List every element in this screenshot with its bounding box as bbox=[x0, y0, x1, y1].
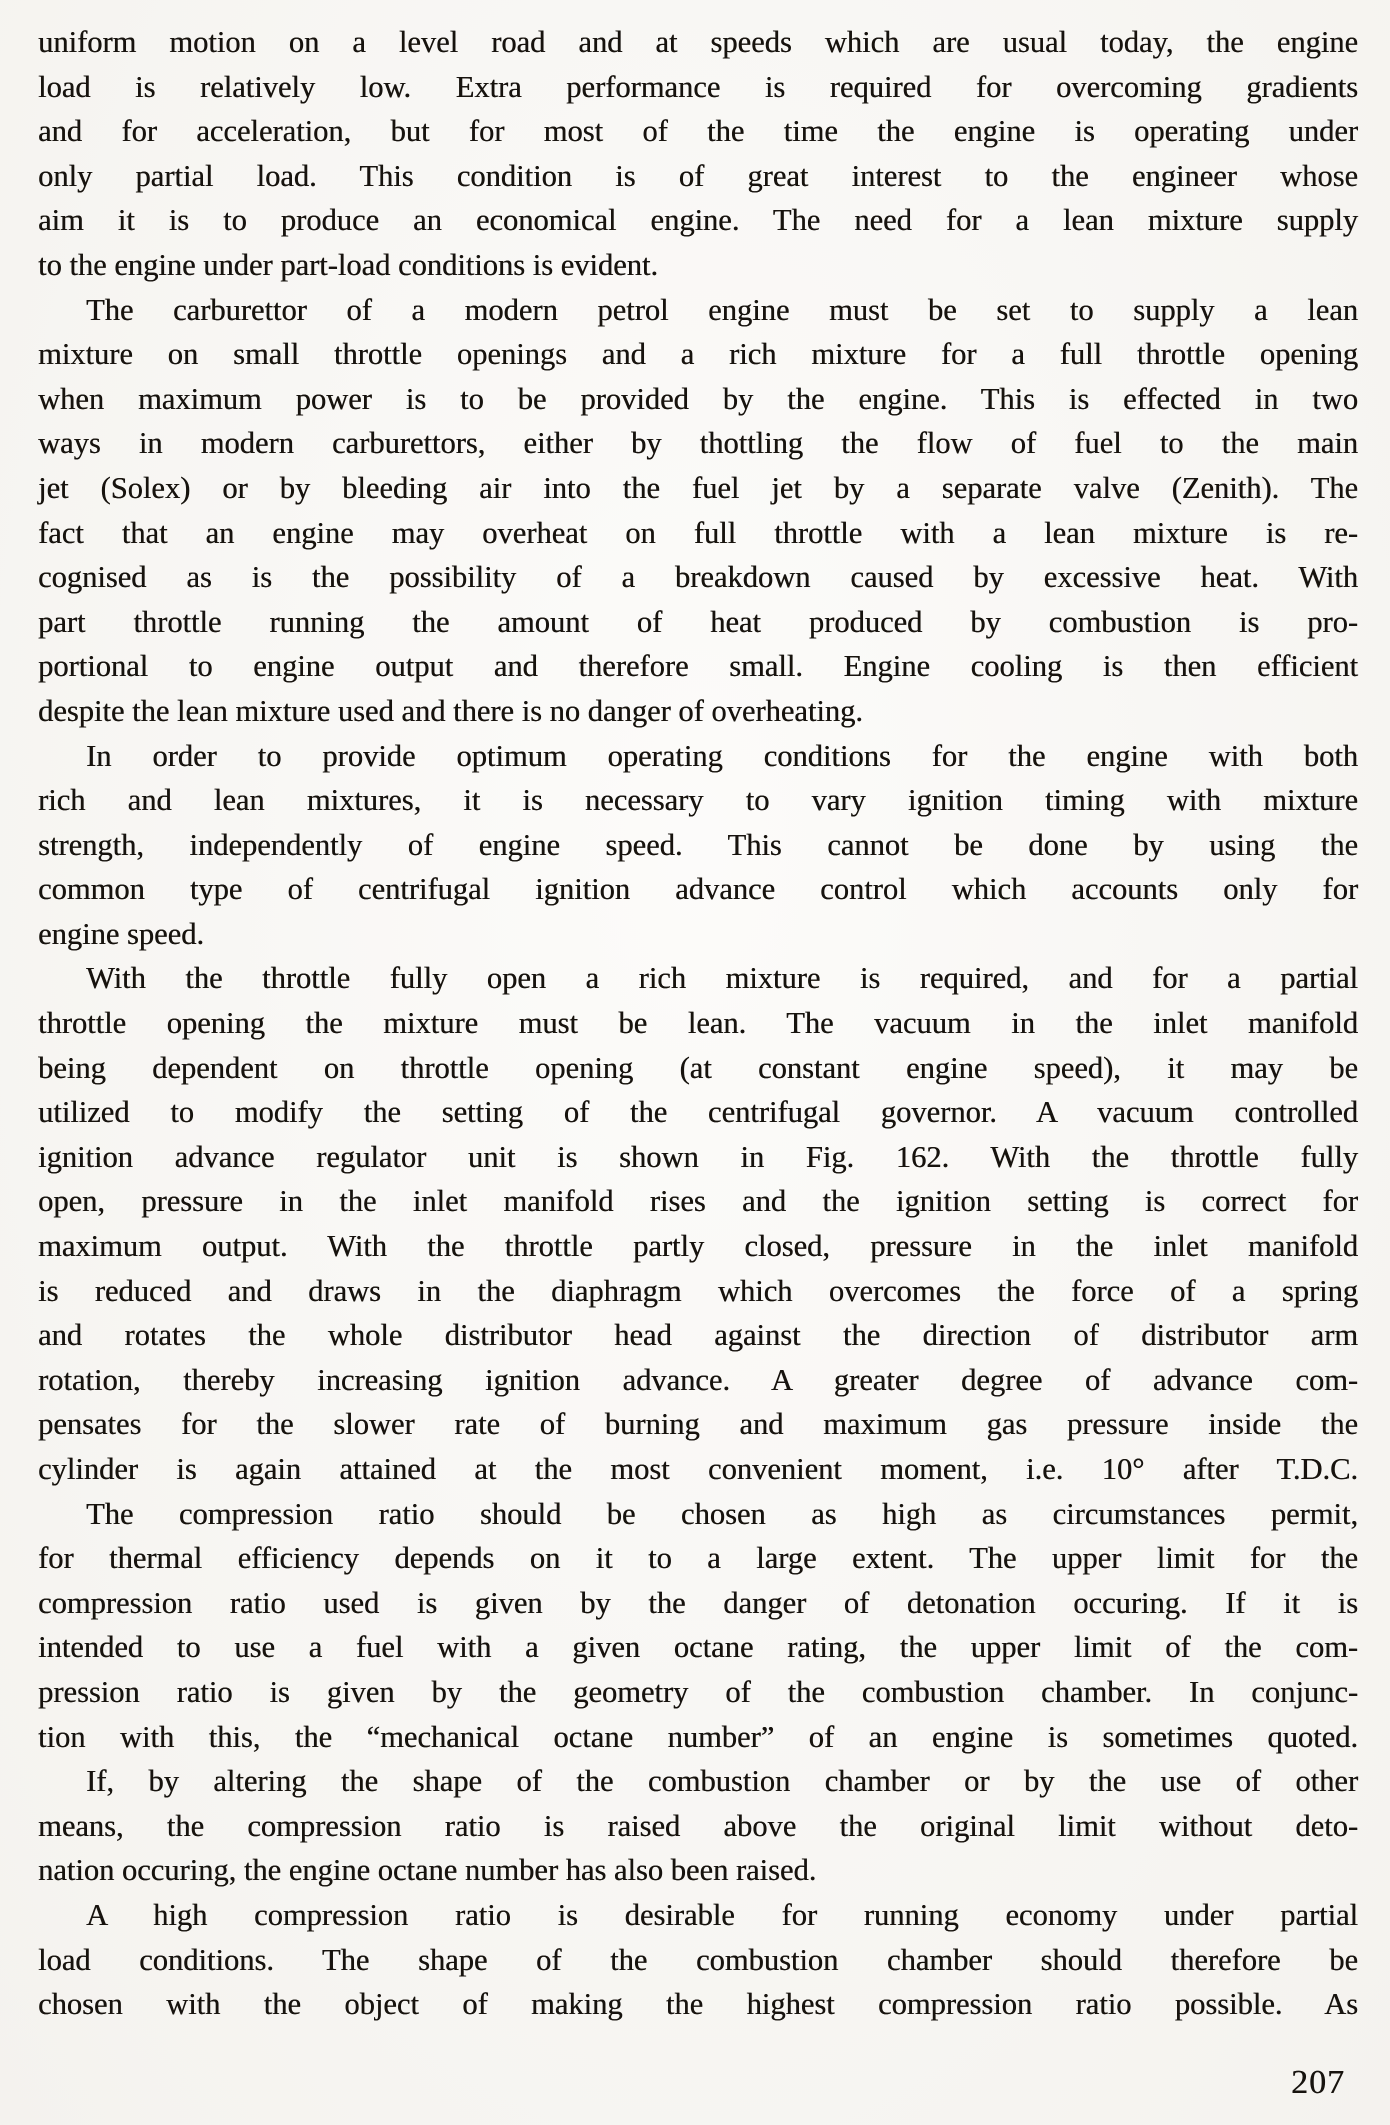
text-line: to the engine under part-load conditions is evident. bbox=[38, 247, 659, 282]
page-text bbox=[38, 20, 1358, 2027]
text-line: The carburettor of a modern petrol engine must be set to supply a lean bbox=[86, 292, 1358, 327]
text-line: when maximum power is to be provided by the engine. This is effected in two bbox=[38, 381, 1358, 416]
text-line: A high compression ratio is desirable for running economy under partial bbox=[86, 1897, 1358, 1932]
text-line: portional to engine output and therefore small. Engine cooling is then efficient bbox=[38, 649, 1358, 684]
text-line: mixture on small throttle openings and a rich mixture for a full throttle opening bbox=[38, 337, 1358, 372]
text-line: nation occuring, the engine octane number has also been raised. bbox=[38, 1853, 817, 1888]
text-line: for thermal efficiency depends on it to a large extent. The upper limit for the bbox=[38, 1541, 1358, 1576]
text-line: In order to provide optimum operating conditions for the engine with both bbox=[86, 738, 1358, 773]
text-line: is reduced and draws in the diaphragm which overcomes the force of a spring bbox=[38, 1273, 1358, 1308]
text-line: means, the compression ratio is raised above the original limit without deto- bbox=[38, 1808, 1358, 1843]
text-line: part throttle running the amount of heat produced by combustion is pro- bbox=[38, 604, 1358, 639]
text-line: throttle opening the mixture must be lean. The vacuum in the inlet manifold bbox=[38, 1006, 1358, 1041]
text-line: utilized to modify the setting of the centrifugal governor. A vacuum controlled bbox=[38, 1095, 1358, 1130]
text-line: tion with this, the “mechanical octane number” of an engine is sometimes quoted. bbox=[38, 1719, 1358, 1754]
text-line: load conditions. The shape of the combustion chamber should therefore be bbox=[38, 1942, 1358, 1977]
text-line: and rotates the whole distributor head against the direction of distributor arm bbox=[38, 1318, 1358, 1353]
text-line: chosen with the object of making the highest compression ratio possible. As bbox=[38, 1987, 1358, 2022]
text-line: maximum output. With the throttle partly closed, pressure in the inlet manifold bbox=[38, 1229, 1358, 1264]
text-line: only partial load. This condition is of great interest to the engineer whose bbox=[38, 158, 1358, 193]
text-line: cognised as is the possibility of a breakdown caused by excessive heat. With bbox=[38, 560, 1358, 595]
text-line: pensates for the slower rate of burning and maximum gas pressure inside the bbox=[38, 1407, 1358, 1442]
text-line: compression ratio used is given by the danger of detonation occuring. If it is bbox=[38, 1585, 1358, 1620]
text-line: ignition advance regulator unit is shown in Fig. 162. With the throttle fully bbox=[38, 1139, 1358, 1174]
text-line: uniform motion on a level road and at speeds which are usual today, the engine bbox=[38, 25, 1358, 59]
text-line: load is relatively low. Extra performance is required for overcoming gradients bbox=[38, 69, 1358, 104]
text-line: pression ratio is given by the geometry of the combustion chamber. In conjunc- bbox=[38, 1674, 1358, 1709]
text-line: ways in modern carburettors, either by thottling the flow of fuel to the main bbox=[38, 426, 1358, 461]
text-line: jet (Solex) or by bleeding air into the fuel jet by a separate valve (Zenith). The bbox=[38, 470, 1358, 505]
text-line: The compression ratio should be chosen as high as circumstances permit, bbox=[86, 1496, 1358, 1531]
text-line: If, by altering the shape of the combustion chamber or by the use of other bbox=[86, 1764, 1358, 1799]
text-line: open, pressure in the inlet manifold rises and the ignition setting is correct for bbox=[38, 1184, 1358, 1219]
text-line: aim it is to produce an economical engine. The need for a lean mixture supply bbox=[38, 203, 1358, 238]
text-line: With the throttle fully open a rich mixture is required, and for a partial bbox=[86, 961, 1358, 996]
text-line: being dependent on throttle opening (at constant engine speed), it may be bbox=[38, 1050, 1358, 1085]
text-line: despite the lean mixture used and there is no danger of overheating. bbox=[38, 693, 863, 728]
text-line: fact that an engine may overheat on full throttle with a lean mixture is re- bbox=[38, 515, 1358, 550]
text-line: rich and lean mixtures, it is necessary to vary ignition timing with mixture bbox=[38, 783, 1358, 818]
text-line: strength, independently of engine speed. This cannot be done by using the bbox=[38, 827, 1358, 862]
text-line: rotation, thereby increasing ignition advance. A greater degree of advance com- bbox=[38, 1362, 1358, 1397]
page-number: 207 bbox=[1291, 2064, 1345, 2101]
text-line: common type of centrifugal ignition advance control which accounts only for bbox=[38, 872, 1358, 907]
text-line: engine speed. bbox=[38, 916, 204, 951]
text-line: and for acceleration, but for most of the time the engine is operating under bbox=[38, 114, 1358, 149]
text-line: intended to use a fuel with a given octane rating, the upper limit of the com- bbox=[38, 1630, 1358, 1665]
text-line: cylinder is again attained at the most convenient moment, i.e. 10° after T.D.C. bbox=[38, 1452, 1358, 1486]
